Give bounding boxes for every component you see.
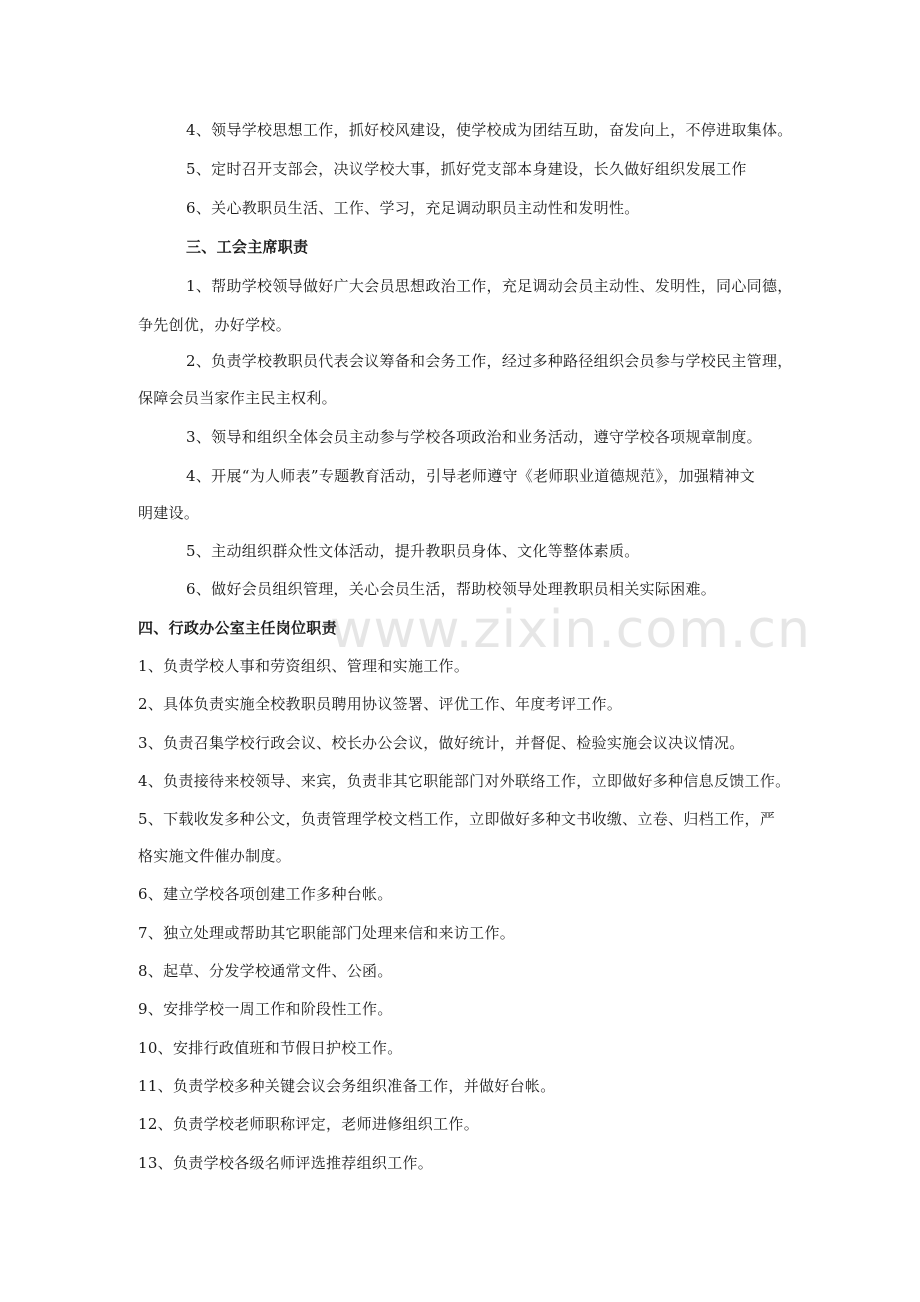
union-item-6: 6、做好会员组织管理，关心会员生活，帮助校领导处理教职员相关实际困难。	[186, 580, 717, 598]
union-item-1-line1: 1、帮助学校领导做好广大会员思想政治工作，充足调动会员主动性、发明性，同心同德，	[186, 277, 793, 295]
union-item-3: 3、领导和组织全体会员主动参与学校各项政治和业务活动，遵守学校各项规章制度。	[186, 428, 762, 446]
office-item-11: 11、负责学校多种关键会议会务组织准备工作，并做好台帐。	[138, 1077, 556, 1095]
union-item-2-line1: 2、负责学校教职员代表会议筹备和会务工作，经过多种路径组织会员参与学校民主管理，	[186, 352, 793, 370]
union-item-4-line1: 4、开展“为人师表”专题教育活动，引导老师遵守《老师职业道德规范》，加强精神文	[186, 467, 756, 485]
office-item-4: 4、负责接待来校领导、来宾，负责非其它职能部门对外联络工作，立即做好多种信息反馈工作。	[138, 772, 791, 790]
office-item-12: 12、负责学校老师职称评定，老师进修组织工作。	[138, 1115, 479, 1133]
office-item-2: 2、具体负责实施全校教职员聘用协议签署、评优工作、年度考评工作。	[138, 695, 623, 713]
office-item-13: 13、负责学校各级名师评选推荐组织工作。	[138, 1154, 434, 1172]
union-heading: 三、工会主席职责	[186, 238, 309, 256]
watermark: www.zixin.com.cn	[330, 600, 811, 660]
office-item-8: 8、起草、分发学校通常文件、公函。	[138, 962, 393, 980]
office-item-1: 1、负责学校人事和劳资组织、管理和实施工作。	[138, 657, 470, 675]
union-item-4-line2: 明建设。	[138, 504, 200, 522]
office-item-6: 6、建立学校各项创建工作多种台帐。	[138, 885, 393, 903]
union-item-1-line2: 争先创优，办好学校。	[138, 316, 292, 334]
office-item-5-line2: 格实施文件催办制度。	[138, 847, 292, 865]
party-item-4: 4、领导学校思想工作，抓好校风建设，使学校成为团结互助，奋发向上，不停进取集体。	[186, 121, 793, 139]
office-item-5-line1: 5、下载收发多种公文，负责管理学校文档工作，立即做好多种文书收缴、立卷、归档工作，严	[138, 810, 776, 828]
party-item-5: 5、定时召开支部会，决议学校大事，抓好党支部本身建设，长久做好组织发展工作	[186, 160, 747, 178]
office-item-3: 3、负责召集学校行政会议、校长办公会议，做好统计，并督促、检验实施会议决议情况。	[138, 734, 745, 752]
union-item-5: 5、主动组织群众性文体活动，提升教职员身体、文化等整体素质。	[186, 542, 640, 560]
office-heading: 四、行政办公室主任岗位职责	[138, 619, 337, 637]
office-item-7: 7、独立处理或帮助其它职能部门处理来信和来访工作。	[138, 924, 516, 942]
union-item-2-line2: 保障会员当家作主民主权利。	[138, 389, 337, 407]
office-item-9: 9、安排学校一周工作和阶段性工作。	[138, 1000, 393, 1018]
party-item-6: 6、关心教职员生活、工作、学习，充足调动职员主动性和发明性。	[186, 199, 640, 217]
office-item-10: 10、安排行政值班和节假日护校工作。	[138, 1039, 403, 1057]
